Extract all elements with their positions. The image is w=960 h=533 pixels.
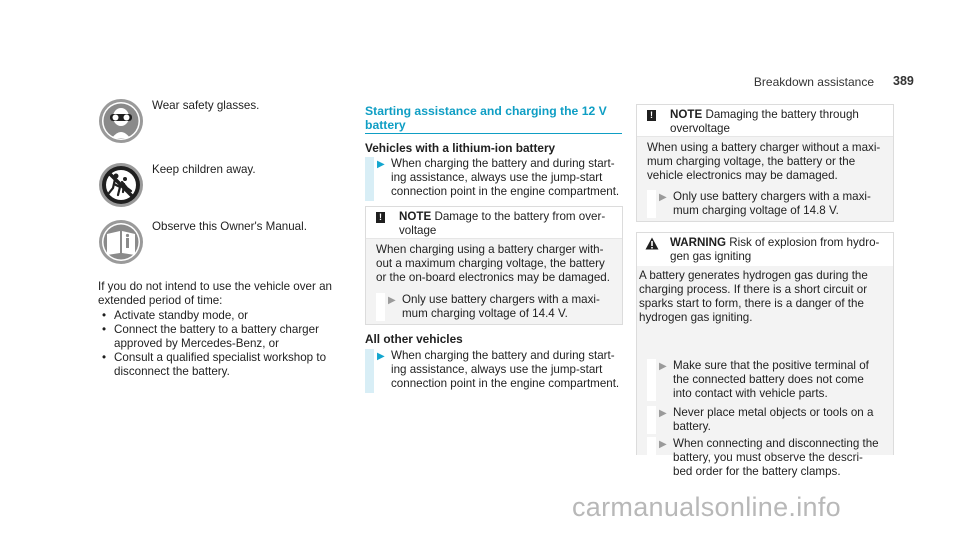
safety-glasses-icon (98, 98, 144, 144)
note-header (366, 207, 622, 239)
note-title-line: voltage (399, 224, 437, 237)
step-bar (365, 349, 374, 393)
symbol-text: Keep children away. (152, 163, 256, 176)
note-title-line: Damaging the battery through (705, 108, 859, 121)
note-line: mum charging voltage, the battery or the (647, 155, 856, 168)
exclamation-icon: ! (376, 212, 385, 223)
step-bar (647, 190, 656, 218)
note-line: When using a battery charger without a maxi- (647, 141, 881, 154)
step-text (673, 406, 887, 434)
list-item (98, 309, 348, 323)
warning-label: WARNING (670, 236, 727, 249)
list-item (98, 323, 348, 351)
warning-title-line: Risk of explosion from hydro- (729, 236, 880, 249)
warning-box (636, 232, 894, 478)
step-line: ing assistance, always use the jump-start (391, 171, 603, 184)
list-item-line: Connect the battery to a battery charger (114, 323, 319, 336)
step-line: When charging the battery and during start- (391, 157, 615, 170)
warning-line: sparks start to form, there is a danger of the (639, 297, 864, 310)
other-vehicles-heading: All other vehicles (365, 332, 463, 346)
note-line: When charging using a battery charger with- (376, 243, 604, 256)
step-text (673, 437, 887, 479)
warning-step (647, 359, 887, 401)
note-line: or the on-board electronics may be damaged. (376, 271, 610, 284)
step-line: battery, you must observe the descri- (673, 451, 863, 464)
symbol-text: Wear safety glasses. (152, 99, 260, 112)
step-bar (365, 157, 374, 201)
note-title-line: Damage to the battery from over- (434, 210, 606, 223)
list-item-line: disconnect the battery. (114, 365, 230, 378)
note-body-text (376, 243, 620, 285)
note-line: vehicle electronics may be damaged. (647, 169, 838, 182)
step-text (673, 359, 887, 401)
section-title-line: battery (365, 118, 406, 132)
warning-line: A battery generates hydrogen gas during the (639, 269, 868, 282)
step-arrow-icon: ▶ (659, 408, 667, 419)
step-bar (647, 437, 656, 479)
note-line: out a maximum charging voltage, the battery (376, 257, 605, 270)
step-line: When charging the battery and during start- (391, 349, 615, 362)
symbol-text: Observe this Owner's Manual. (152, 220, 307, 233)
step-line: battery. (673, 420, 711, 433)
step-bar (647, 359, 656, 401)
section-title-line: Starting assistance and charging the 12 V (365, 104, 607, 118)
lithium-step (365, 157, 625, 201)
step-line: When connecting and disconnecting the (673, 437, 879, 450)
section-title (365, 104, 625, 132)
step-text (391, 157, 625, 199)
running-header-title: Breakdown assistance (753, 75, 874, 89)
storage-intro (98, 280, 348, 308)
list-item (98, 351, 348, 379)
step-bar (647, 406, 656, 434)
intro-line: If you do not intend to use the vehicle over an (98, 280, 332, 293)
section-divider (365, 133, 622, 134)
keep-children-away-icon (98, 162, 144, 208)
note-title (670, 108, 888, 136)
note-body (366, 239, 622, 324)
exclamation-icon: ! (647, 110, 656, 121)
step-arrow-icon: ▶ (659, 439, 667, 450)
watermark: carmanualsonline.info (572, 492, 841, 522)
storage-bullet-list (98, 309, 348, 379)
step-line: into contact with vehicle parts. (673, 387, 828, 400)
page-number: 389 (893, 74, 914, 88)
note-box (365, 206, 623, 325)
list-item-line: Consult a qualified specialist workshop to (114, 351, 327, 364)
warning-triangle-icon (645, 237, 659, 254)
other-vehicles-step (365, 349, 625, 393)
step-bar (376, 293, 385, 321)
step-line: mum charging voltage of 14.4 V. (402, 307, 568, 320)
warning-body-text (639, 269, 889, 325)
note-body-text (647, 141, 891, 183)
step-arrow-icon: ▶ (377, 159, 385, 170)
owners-manual-icon (98, 219, 144, 265)
note-label: NOTE (670, 108, 703, 121)
list-item-line: Activate standby mode, or (114, 309, 249, 322)
step-line: mum charging voltage of 14.8 V. (673, 204, 839, 217)
step-text (391, 349, 625, 391)
warning-step (647, 437, 887, 479)
step-arrow-icon: ▶ (659, 361, 667, 372)
intro-line: extended period of time: (98, 294, 223, 307)
note-step (647, 190, 887, 218)
list-item-line: approved by Mercedes-Benz, or (114, 337, 279, 350)
note-title (399, 210, 617, 238)
note-body (637, 137, 893, 221)
warning-title (670, 236, 888, 264)
step-line: connection point in the engine compartment. (391, 377, 620, 390)
step-line: Make sure that the positive terminal of (673, 359, 869, 372)
step-text (673, 190, 887, 218)
note-label: NOTE (399, 210, 432, 223)
step-arrow-icon: ▶ (388, 295, 396, 306)
step-line: connection point in the engine compartment. (391, 185, 620, 198)
step-line: Never place metal objects or tools on a (673, 406, 874, 419)
step-line: bed order for the battery clamps. (673, 465, 841, 478)
step-arrow-icon: ▶ (659, 192, 667, 203)
note-header (637, 105, 893, 137)
warning-step (647, 406, 887, 434)
step-line: Only use battery chargers with a maxi- (402, 293, 600, 306)
warning-header (637, 233, 893, 266)
warning-title-line: gen gas igniting (670, 250, 752, 263)
step-text (402, 293, 616, 321)
warning-line: charging process. If there is a short circuit or (639, 283, 868, 296)
note-box (636, 104, 894, 222)
note-title-line: overvoltage (670, 122, 730, 135)
step-line: ing assistance, always use the jump-start (391, 363, 603, 376)
step-arrow-icon: ▶ (377, 351, 385, 362)
step-line: the connected battery does not come (673, 373, 864, 386)
warning-body (637, 266, 893, 478)
step-line: Only use battery chargers with a maxi- (673, 190, 871, 203)
note-step (376, 293, 616, 321)
lithium-heading: Vehicles with a lithium-ion battery (365, 141, 556, 155)
warning-line: hydrogen gas igniting. (639, 311, 753, 324)
